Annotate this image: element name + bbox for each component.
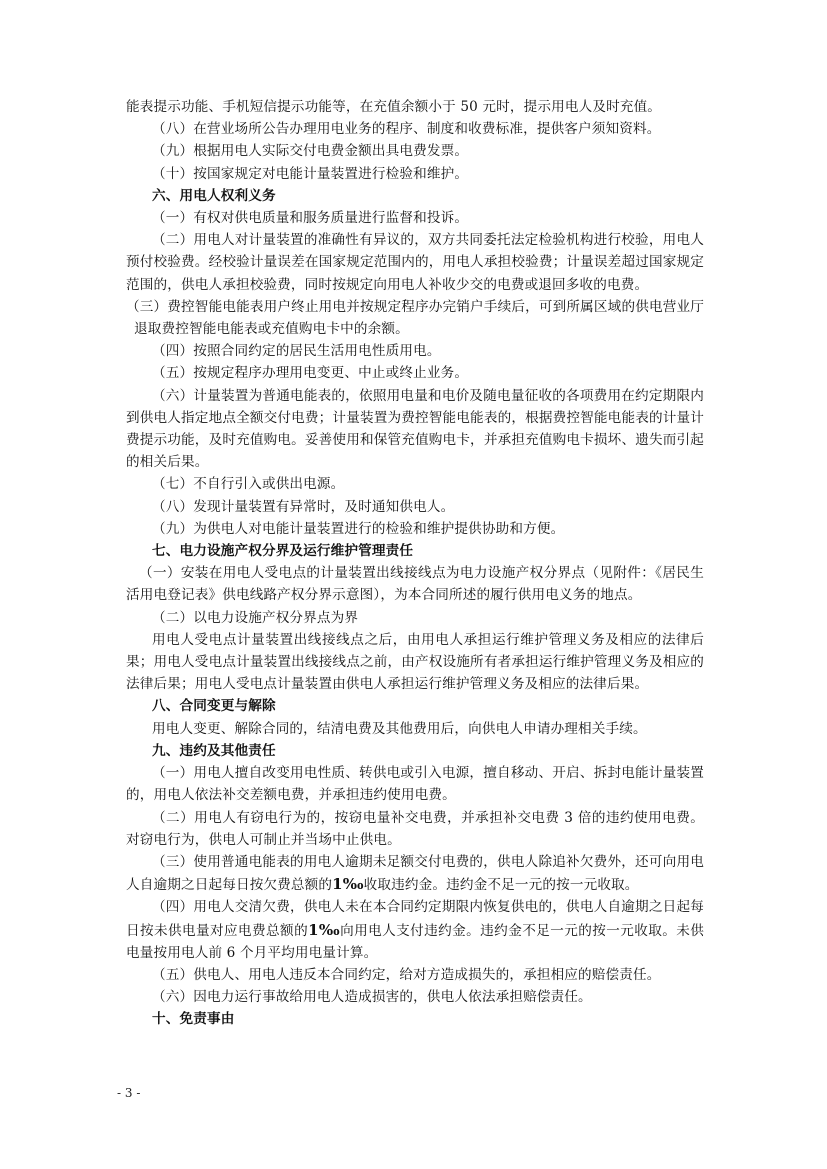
- paragraph-6-2: （二）用电人对计量装置的准确性有异议的，双方共同委托法定检验机构进行校验，用电人预付校验费。经校验计量误差在国家规定范围内的，用电人承担校验费；计量误差超过国家规定范围的，供电人承担校验费，同时按规定向用电人补收少交的电费或退回多收的电费。: [126, 232, 704, 293]
- paragraph-6-5: （五）按规定程序办理用电变更、中止或终止业务。: [152, 365, 469, 382]
- section-heading-6: 六、用电人权利义务: [152, 187, 276, 204]
- paragraph-7-1: （一）安装在用电人受电点的计量装置出线接线点为电力设施产权分界点（见附件：《居民生活用电登记表》供电线路产权分界示意图），为本合同所述的履行供用电义务的地点。: [126, 565, 704, 604]
- page-number: - 3 -: [117, 1086, 141, 1100]
- paragraph-9-3: [126, 851, 704, 896]
- paragraph-6-8: （八）发现计量装置有异常时，及时通知供电人。: [152, 498, 455, 515]
- paragraph-5-8: （八）在营业场所公告办理用电业务的程序、制度和收费标准，提供客户须知资料。: [152, 121, 661, 138]
- paragraph-6-9: （九）为供电人对电能计量装置进行的检验和维护提供协助和方便。: [152, 520, 565, 537]
- paragraph-9-5: （五）供电人、用电人违反本合同约定，给对方造成损失的，承担相应的赔偿责任。: [152, 966, 661, 983]
- paragraph-9-2: （二）用电人有窃电行为的，按窃电量补交电费，并承担补交电费 3 倍的违约使用电费。对窃电行为，供电人可制止并当场中止供电。: [126, 809, 704, 848]
- permille-rate: 1‰: [332, 875, 364, 894]
- paragraph-9-4-text-after: 向用电人支付违约金。违约金不足一元的按一元收取。未供电量按用电人前 6 个月平均用电量计算。: [126, 922, 705, 961]
- paragraph-6-4: （四）按照合同约定的居民生活用电性质用电。: [152, 343, 441, 360]
- paragraph-7-3: 用电人受电点计量装置出线接线点之后，由用电人承担运行维护管理义务及相应的法律后果；用电人受电点计量装置出线接线点之前，由产权设施所有者承担运行维护管理义务及相应的法律后果；用电人受电点计量装置由供电人承担运行维护管理义务及相应的法律后果。: [126, 631, 704, 693]
- paragraph-9-4: [126, 896, 704, 964]
- section-heading-10: 十、免责事由: [152, 1011, 235, 1028]
- paragraph-9-4-text-before: （四）用电人交清欠费，供电人未在本合同约定期限内恢复供电的，供电人自逾期之日起每日按未供电量对应电费总额的: [126, 899, 704, 939]
- permille-rate: 1‰: [308, 920, 341, 939]
- paragraph-9-6: （六）因电力运行事故给用电人造成损害的，供电人依法承担赔偿责任。: [152, 989, 592, 1006]
- paragraph-6-7: （七）不自行引入或供出电源。: [152, 476, 345, 493]
- section-heading-7: 七、电力设施产权分界及运行维护管理责任: [152, 543, 414, 560]
- paragraph-6-1: （一）有权对供电质量和服务质量进行监督和投诉。: [152, 210, 469, 227]
- paragraph-continuation: 能表提示功能、手机短信提示功能等，在充值余额小于 50 元时，提示用电人及时充值。: [126, 99, 662, 115]
- paragraph-9-3-text-after: 收取违约金。违约金不足一元的按一元收取。: [363, 877, 639, 894]
- paragraph-5-10: （十）按国家规定对电能计量装置进行检验和维护。: [152, 165, 469, 182]
- paragraph-7-2: （二）以电力设施产权分界点为界: [152, 609, 359, 626]
- section-heading-8: 八、合同变更与解除: [152, 698, 276, 715]
- paragraph-6-3: （三）费控智能电能表用户终止用电并按规定程序办完销户手续后，可到所属区域的供电营业厅退取费控智能电能表或充值购电卡中的余额。: [126, 298, 704, 338]
- document-body: [126, 96, 704, 1031]
- section-heading-9: 九、违约及其他责任: [152, 742, 276, 759]
- paragraph-6-6: （六）计量装置为普通电能表的，依照用电量和电价及随电量征收的各项费用在约定期限内到供电人指定地点全额交付电费；计量装置为费控智能电能表的，根据费控智能电能表的计量计费提示功能，及时充值购电。妥善使用和保管充值购电卡，并承担充值购电卡损坏、遗失而引起的相关后果。: [126, 387, 704, 471]
- paragraph-9-3-text-before: （三）使用普通电能表的用电人逾期未足额交付电费的，供电人除追补欠费外，还可向用电人自逾期之日起每日按欠费总额的: [126, 853, 704, 894]
- paragraph-5-9: （九）根据用电人实际交付电费金额出具电费发票。: [152, 143, 469, 160]
- paragraph-8-1: 用电人变更、解除合同的，结清电费及其他费用后，向供电人申请办理相关手续。: [152, 720, 647, 737]
- paragraph-9-1: （一）用电人擅自改变用电性质、转供电或引入电源，擅自移动、开启、拆封电能计量装置的，用电人依法补交差额电费，并承担违约使用电费。: [126, 765, 704, 804]
